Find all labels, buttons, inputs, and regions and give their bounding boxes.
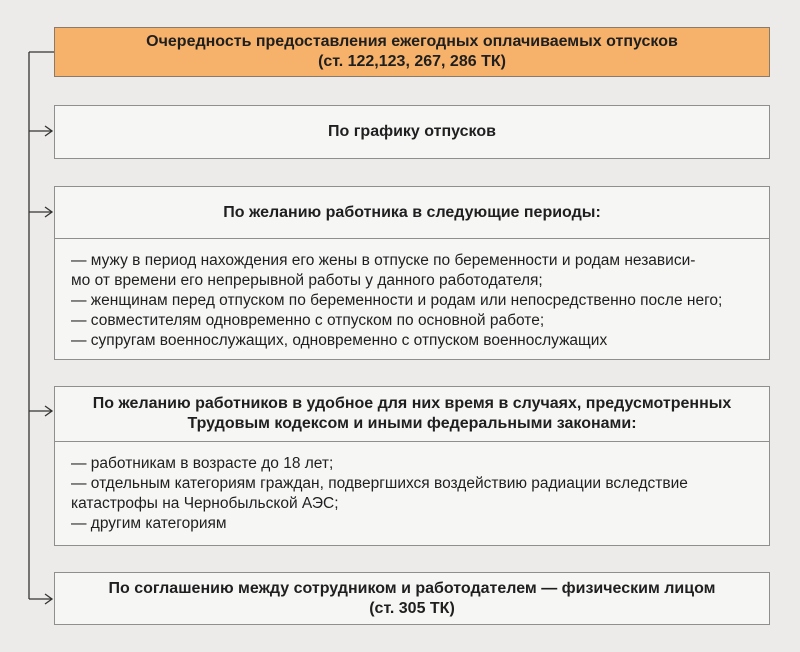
- schedule-title: По графику отпусков: [328, 123, 496, 140]
- list-item: катастрофы на Чернобыльской АЭС;: [71, 495, 339, 512]
- header-box: [54, 27, 770, 77]
- header-title-line1: Очередность предоставления ежегодных оплачиваемых отпусков: [146, 33, 678, 50]
- convenient-time-title: [55, 387, 769, 441]
- list-item: — супругам военнослужащих, одновременно с отпуском военнослужащих: [71, 332, 608, 349]
- agreement-title-line1: По соглашению между сотрудником и работодателем — физическим лицом: [108, 579, 716, 597]
- employee-wish-title: По желанию работника в следующие периоды:: [223, 203, 601, 221]
- list-item: — другим категориям: [71, 515, 227, 532]
- header-title: [55, 28, 769, 76]
- list-item: — работникам в возрасте до 18 лет;: [71, 455, 334, 472]
- list-item: — мужу в период нахождения его жены в отпуске по беременности и родам независи-: [71, 252, 696, 269]
- convenient-time-title-line2: Трудовым кодексом и иными федеральными законами:: [187, 415, 637, 432]
- header-title-line2: (ст. 122,123, 267, 286 ТК): [318, 53, 506, 70]
- convenient-time-title-line1: По желанию работников в удобное для них время в случаях, предусмотренных: [92, 395, 732, 412]
- convenient-time-list: [55, 442, 769, 534]
- agreement-title-line2: (ст. 305 ТК): [369, 599, 455, 617]
- employee-wish-box: [54, 186, 770, 360]
- agreement-box: [54, 572, 770, 625]
- list-item: мо от времени его непрерывной работы у данного работодателя;: [71, 272, 543, 289]
- list-item: — женщинам перед отпуском по беременности и родам или непосредственно после него;: [71, 292, 723, 309]
- list-item: — совместителям одновременно с отпуском по основной работе;: [71, 312, 545, 329]
- convenient-time-box: [54, 386, 770, 546]
- schedule-box: [54, 105, 770, 159]
- list-item: — отдельным категориям граждан, подвергшихся воздействию радиации вследствие: [71, 475, 688, 492]
- employee-wish-list: [55, 239, 769, 351]
- agreement-title: [55, 573, 769, 624]
